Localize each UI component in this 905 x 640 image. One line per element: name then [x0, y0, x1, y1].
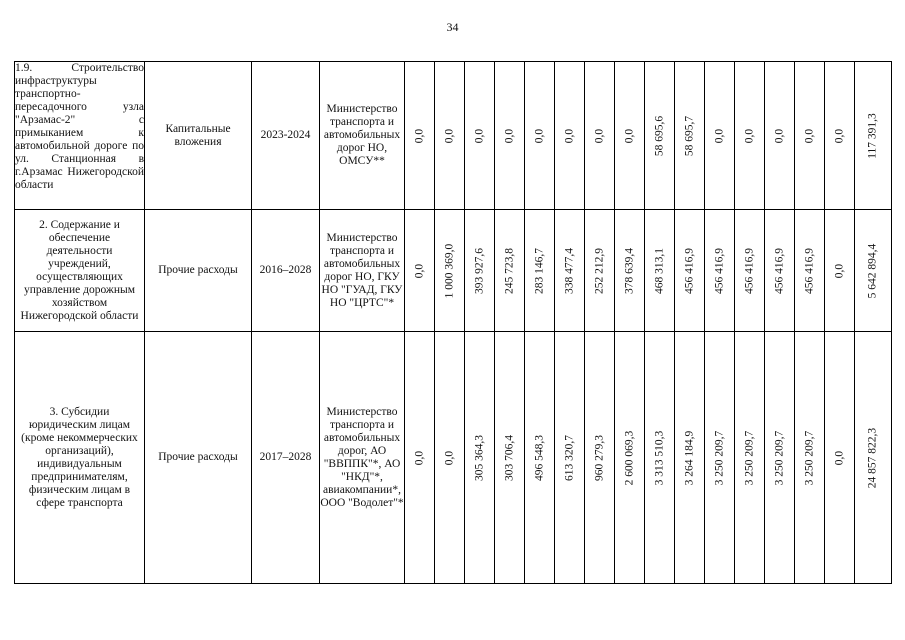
- year-value-cell: [705, 62, 735, 210]
- year-value-cell: [615, 62, 645, 210]
- year-value-cell: [495, 332, 525, 584]
- amount-value: 456 416,9: [713, 247, 725, 294]
- amount-value: 456 416,9: [773, 247, 785, 294]
- year-value-cell: [615, 210, 645, 332]
- amount-value: 0,0: [443, 128, 455, 143]
- amount-value: 960 279,3: [593, 434, 605, 481]
- amount-value: 3 250 209,7: [773, 430, 785, 485]
- table-row: [15, 332, 892, 584]
- amount-value: 3 250 209,7: [743, 430, 755, 485]
- amount-value: 0,0: [413, 128, 425, 143]
- year-value-cell: [675, 210, 705, 332]
- year-value-cell: [675, 62, 705, 210]
- amount-value: 468 313,1: [653, 247, 665, 294]
- year-value-cell: [495, 210, 525, 332]
- year-value-cell: [825, 210, 855, 332]
- year-value-cell: [585, 62, 615, 210]
- amount-value: 24 857 822,3: [866, 427, 879, 488]
- amount-value: 2 600 069,3: [623, 430, 635, 485]
- amount-value: 0,0: [443, 450, 455, 465]
- executors-cell: Министерство транспорта и автомобильных дорог, АО "ВВППК"*, АО "НКД"*, авиакомпании*, ООО "Водолет"*: [320, 332, 405, 584]
- year-value-cell: [435, 210, 465, 332]
- amount-value: 303 706,4: [503, 434, 515, 481]
- table-row: [15, 210, 892, 332]
- year-value-cell: [645, 210, 675, 332]
- amount-value: 0,0: [743, 128, 755, 143]
- amount-value: 245 723,8: [503, 247, 515, 294]
- year-value-cell: [525, 332, 555, 584]
- year-value-cell: [795, 210, 825, 332]
- amount-value: 338 477,4: [563, 247, 575, 294]
- year-value-cell: [705, 210, 735, 332]
- year-value-cell: [765, 210, 795, 332]
- amount-value: 117 391,3: [866, 112, 879, 159]
- amount-value: 58 695,7: [683, 115, 695, 156]
- page-number: 34: [446, 20, 459, 34]
- period-cell: 2017–2028: [252, 332, 320, 584]
- year-value-cell: [735, 62, 765, 210]
- amount-value: 456 416,9: [803, 247, 815, 294]
- activity-name-cell: 2. Содержание и обеспечение деятельности учреждений, осуществляющих управление дорожным хозяйством Нижегородской области: [15, 210, 145, 332]
- total-value-cell: [855, 332, 892, 584]
- amount-value: 0,0: [623, 128, 635, 143]
- year-value-cell: [555, 332, 585, 584]
- year-value-cell: [435, 62, 465, 210]
- year-value-cell: [825, 332, 855, 584]
- year-value-cell: [765, 62, 795, 210]
- amount-value: 3 313 510,3: [653, 430, 665, 485]
- amount-value: 5 642 894,4: [866, 243, 879, 298]
- total-value-cell: [855, 210, 892, 332]
- amount-value: 0,0: [473, 128, 485, 143]
- year-value-cell: [795, 332, 825, 584]
- amount-value: 0,0: [533, 128, 545, 143]
- year-value-cell: [525, 210, 555, 332]
- amount-value: 0,0: [563, 128, 575, 143]
- year-value-cell: [615, 332, 645, 584]
- year-value-cell: [405, 62, 435, 210]
- amount-value: 0,0: [413, 450, 425, 465]
- year-value-cell: [555, 210, 585, 332]
- expense-type-cell: Капитальные вложения: [145, 62, 252, 210]
- year-value-cell: [495, 62, 525, 210]
- amount-value: 378 639,4: [623, 247, 635, 294]
- activity-name-cell: 1.9. Строительство инфраструктуры транспортно-пересадочного узла "Арзамас-2" с примыканием к автомобильной дороге по ул. Станционная в г.Арзамас Нижегородской области: [15, 62, 145, 210]
- amount-value: 3 250 209,7: [713, 430, 725, 485]
- amount-value: 283 146,7: [533, 247, 545, 294]
- amount-value: 0,0: [803, 128, 815, 143]
- amount-value: 496 548,3: [533, 434, 545, 481]
- year-value-cell: [405, 210, 435, 332]
- expense-type-cell: Прочие расходы: [145, 332, 252, 584]
- year-value-cell: [825, 62, 855, 210]
- amount-value: 252 212,9: [593, 247, 605, 294]
- amount-value: 456 416,9: [683, 247, 695, 294]
- amount-value: 613 320,7: [563, 434, 575, 481]
- year-value-cell: [645, 62, 675, 210]
- amount-value: 0,0: [713, 128, 725, 143]
- year-value-cell: [435, 332, 465, 584]
- year-value-cell: [645, 332, 675, 584]
- budget-table: [14, 61, 892, 584]
- year-value-cell: [585, 332, 615, 584]
- year-value-cell: [405, 332, 435, 584]
- amount-value: 3 250 209,7: [803, 430, 815, 485]
- total-value-cell: [855, 62, 892, 210]
- year-value-cell: [465, 62, 495, 210]
- amount-value: 0,0: [413, 263, 425, 278]
- year-value-cell: [555, 62, 585, 210]
- year-value-cell: [465, 210, 495, 332]
- amount-value: 305 364,3: [473, 434, 485, 481]
- year-value-cell: [765, 332, 795, 584]
- table-row: [15, 62, 892, 210]
- activity-name-cell: 3. Субсидии юридическим лицам (кроме некоммерческих организаций), индивидуальным предпринимателям, физическим лицам в сфере транспорта: [15, 332, 145, 584]
- amount-value: 3 264 184,9: [683, 430, 695, 485]
- year-value-cell: [675, 332, 705, 584]
- amount-value: 393 927,6: [473, 247, 485, 294]
- year-value-cell: [525, 62, 555, 210]
- year-value-cell: [585, 210, 615, 332]
- amount-value: 0,0: [593, 128, 605, 143]
- executors-cell: Министерство транспорта и автомобильных дорог НО, ОМСУ**: [320, 62, 405, 210]
- amount-value: 0,0: [833, 450, 845, 465]
- amount-value: 0,0: [503, 128, 515, 143]
- amount-value: 0,0: [833, 128, 845, 143]
- amount-value: 58 695,6: [653, 115, 665, 156]
- period-cell: 2023-2024: [252, 62, 320, 210]
- amount-value: 456 416,9: [743, 247, 755, 294]
- period-cell: 2016–2028: [252, 210, 320, 332]
- amount-value: 0,0: [833, 263, 845, 278]
- year-value-cell: [735, 332, 765, 584]
- year-value-cell: [705, 332, 735, 584]
- executors-cell: Министерство транспорта и автомобильных дорог НО, ГКУ НО "ГУАД, ГКУ НО "ЦРТС"*: [320, 210, 405, 332]
- expense-type-cell: Прочие расходы: [145, 210, 252, 332]
- year-value-cell: [465, 332, 495, 584]
- amount-value: 1 000 369,0: [443, 243, 455, 298]
- year-value-cell: [735, 210, 765, 332]
- year-value-cell: [795, 62, 825, 210]
- amount-value: 0,0: [773, 128, 785, 143]
